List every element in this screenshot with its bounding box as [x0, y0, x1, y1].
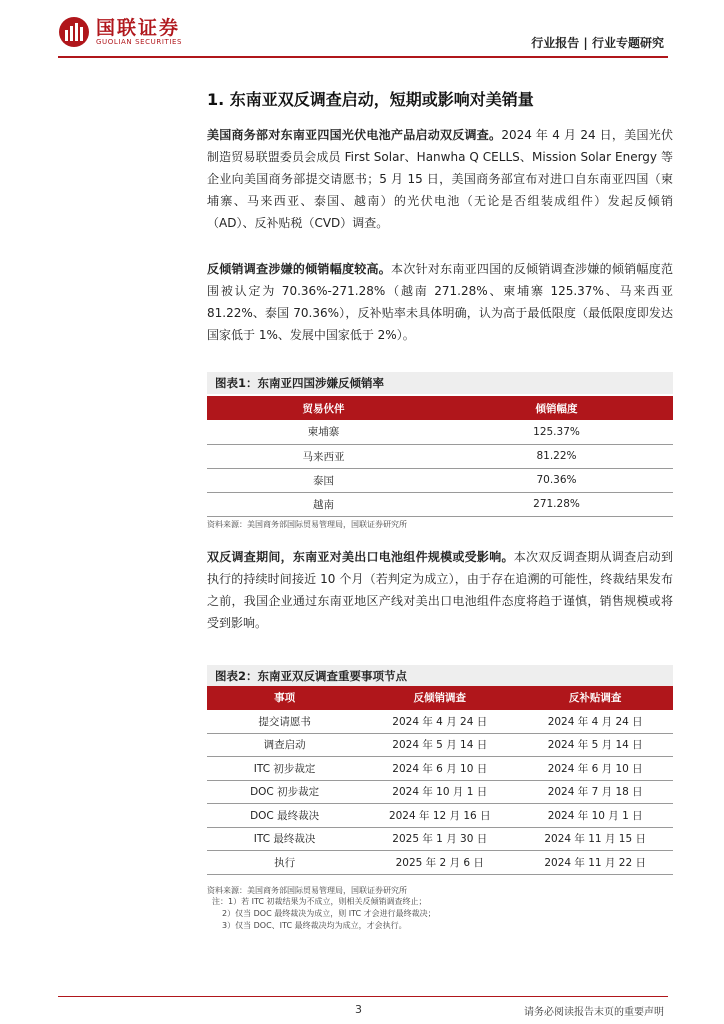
- paragraph-2: [207, 258, 673, 346]
- figure-1-table: [207, 396, 673, 517]
- table-row: [207, 444, 673, 468]
- table-cell: 马来西亚: [207, 444, 440, 468]
- paragraph-1: [207, 124, 673, 234]
- table-cell: 2024 年 11 月 15 日: [517, 827, 673, 851]
- table-cell: 调查启动: [207, 733, 362, 757]
- table-cell: 2025 年 2 月 6 日: [362, 851, 517, 875]
- section-title: 1. 东南亚双反调查启动，短期或影响对美销量: [207, 90, 534, 109]
- table-cell: 2024 年 12 月 16 日: [362, 804, 517, 828]
- footer-disclaimer: 请务必阅读报告末页的重要声明: [524, 1007, 664, 1018]
- paragraph-1-body: 2024 年 4 月 24 日，美国光伏制造贸易联盟委员会成员 First Solar、Hanwha Q CELLS、Mission Solar Energy 等企业向美国商务部提交请愿书；5 月 15 日，美国商务部宣布对进口自东南亚四国（柬埔寨、马来西亚、泰国、越南）的光伏电池（无论是否组装成组件）发起反倾销（AD）、反补贴税（CVD）调查。: [207, 128, 673, 230]
- footer-divider: [58, 996, 668, 997]
- figure-1-title: 图表1：东南亚四国涉嫌反倾销率: [207, 372, 673, 394]
- table-cell: DOC 最终裁决: [207, 804, 362, 828]
- table-cell: 越南: [207, 492, 440, 516]
- table-cell: 271.28%: [440, 492, 673, 516]
- table-cell: ITC 初步裁定: [207, 757, 362, 781]
- table-cell: 125.37%: [440, 420, 673, 444]
- page-number: 3: [355, 1003, 362, 1016]
- table-row: [207, 420, 673, 444]
- table-header-cell: 事项: [207, 686, 362, 710]
- table-cell: ITC 最终裁决: [207, 827, 362, 851]
- table-header-cell: 贸易伙伴: [207, 396, 440, 420]
- table-row: [207, 733, 673, 757]
- table-cell: 70.36%: [440, 468, 673, 492]
- table-cell: 执行: [207, 851, 362, 875]
- table-cell: 81.22%: [440, 444, 673, 468]
- table-row: [207, 827, 673, 851]
- table-row: [207, 492, 673, 516]
- logo-mark-icon: [58, 16, 90, 48]
- figure-2-source: 资料来源：美国商务部国际贸易管理局，国联证券研究所: [207, 886, 407, 895]
- table-cell: 泰国: [207, 468, 440, 492]
- figure-2-table: [207, 686, 673, 875]
- paragraph-3-lead: 双反调查期间，东南亚对美出口电池组件规模或受影响。: [207, 550, 514, 564]
- table-header-row: [207, 396, 673, 420]
- note-line: 注：1）若 ITC 初裁结果为不成立，则相关反倾销调查终止；: [212, 897, 427, 906]
- figure-2-title: 图表2：东南亚双反调查重要事项节点: [207, 665, 673, 687]
- table-row: [207, 757, 673, 781]
- note-line: 2）仅当 DOC 最终裁决为成立，则 ITC 才会进行最终裁决；: [222, 909, 436, 918]
- report-type-label: 行业报告 | 行业专题研究: [531, 36, 664, 50]
- table-cell: 2024 年 6 月 10 日: [362, 757, 517, 781]
- header-divider: [58, 56, 668, 58]
- page-header: [0, 0, 724, 60]
- table-row: [207, 710, 673, 734]
- logo-english-name: GUOLIAN SECURITIES: [96, 37, 183, 46]
- figure-1-source: 资料来源：美国商务部国际贸易管理局，国联证券研究所: [207, 520, 407, 529]
- table-header-cell: 反补贴调查: [517, 686, 673, 710]
- table-header-cell: 倾销幅度: [440, 396, 673, 420]
- table-cell: 2024 年 6 月 10 日: [517, 757, 673, 781]
- paragraph-1-lead: 美国商务部对东南亚四国光伏电池产品启动双反调查。: [207, 128, 502, 142]
- company-logo: [58, 16, 182, 48]
- table-cell: 柬埔寨: [207, 420, 440, 444]
- table-row: [207, 780, 673, 804]
- paragraph-2-lead: 反倾销调查涉嫌的倾销幅度较高。: [207, 262, 392, 276]
- table-cell: 2024 年 11 月 22 日: [517, 851, 673, 875]
- table-header-row: [207, 686, 673, 710]
- table-cell: DOC 初步裁定: [207, 780, 362, 804]
- paragraph-3-body: 本次双反调查期从调查启动到执行的持续时间接近 10 个月（若判定为成立），由于存在追溯的可能性，终裁结果发布之前，我国企业通过东南亚地区产线对美出口电池组件态度将趋于谨慎，销售规模或将受到影响。: [207, 550, 673, 630]
- figure-2-notes: [212, 896, 436, 932]
- table-cell: 2024 年 10 月 1 日: [517, 804, 673, 828]
- table-cell: 2024 年 5 月 14 日: [517, 733, 673, 757]
- table-cell: 2024 年 7 月 18 日: [517, 780, 673, 804]
- paragraph-3: [207, 546, 673, 634]
- table-cell: 2024 年 10 月 1 日: [362, 780, 517, 804]
- table-cell: 2024 年 4 月 24 日: [517, 710, 673, 734]
- table-cell: 提交请愿书: [207, 710, 362, 734]
- table-cell: 2025 年 1 月 30 日: [362, 827, 517, 851]
- table-row: [207, 804, 673, 828]
- table-row: [207, 851, 673, 875]
- note-line: 3）仅当 DOC、ITC 最终裁决均为成立，才会执行。: [222, 921, 407, 930]
- paragraph-2-body: 本次针对东南亚四国的反倾销调查涉嫌的倾销幅度范围被认定为 70.36%-271.28%（越南 271.28%、柬埔寨 125.37%、马来西亚 81.22%、泰国 70.36%），反补贴率未具体明确，认为高于最低限度（最低限度即发达国家低于 1%、发展中国家低于 2%）。: [207, 262, 673, 342]
- table-row: [207, 468, 673, 492]
- logo-chinese-name: 国联证券: [96, 16, 181, 39]
- table-cell: 2024 年 5 月 14 日: [362, 733, 517, 757]
- table-header-cell: 反倾销调查: [362, 686, 517, 710]
- table-cell: 2024 年 4 月 24 日: [362, 710, 517, 734]
